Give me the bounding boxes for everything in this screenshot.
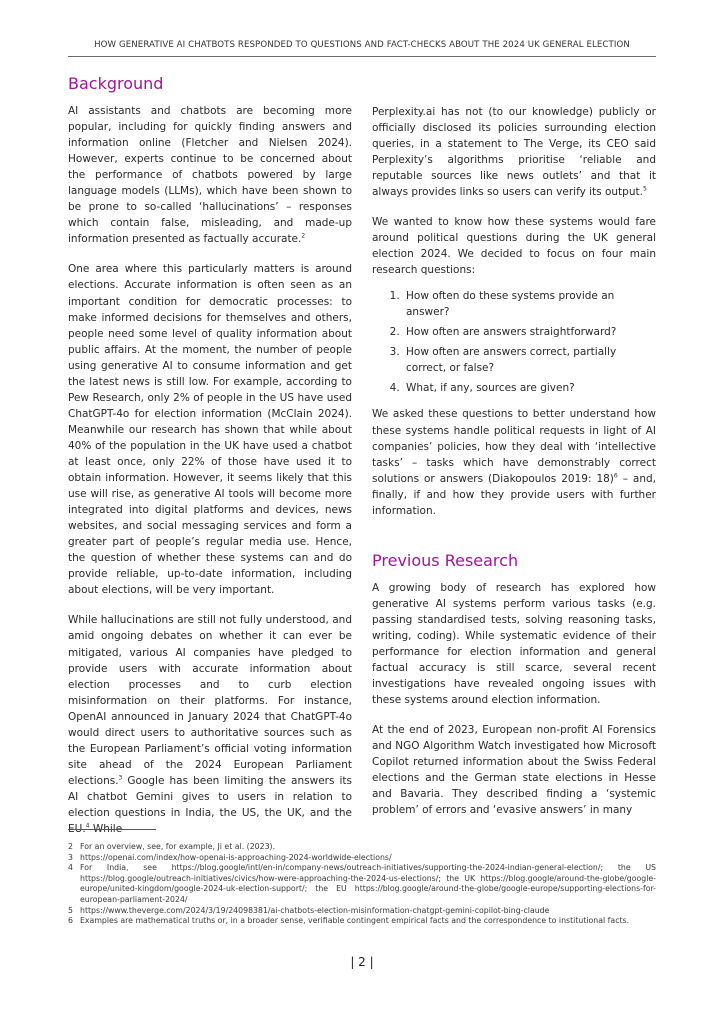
background-paragraph-3-text-b: Google has been limiting the answers its AI chatbot Gemini gives to users in relation to election questions in India, the US, the UK, and the EU. xyxy=(68,774,352,836)
page-number: | 2 | xyxy=(350,955,374,969)
body-columns xyxy=(68,70,656,851)
research-question-2: 2. How often are answers straightforward? xyxy=(403,324,656,340)
background-heading: Background xyxy=(68,74,164,93)
footnotes xyxy=(68,842,656,927)
running-header: HOW GENERATIVE AI CHATBOTS RESPONDED TO QUESTIONS AND FACT-CHECKS ABOUT THE 2024 UK GENERAL ELECTION xyxy=(68,40,656,57)
footnote-link[interactable]: https://openai.com/index/how-openai-is-approaching-2024-worldwide-elections/ xyxy=(80,852,392,862)
footnote-ref-6: 6 xyxy=(613,472,618,480)
footnote-ref-3: 3 xyxy=(118,774,123,782)
footnote-number: 6 xyxy=(68,916,73,926)
footnote-ref-2: 2 xyxy=(301,232,306,240)
footnote-number: 4 xyxy=(68,863,73,873)
footnote xyxy=(68,863,656,905)
footnote xyxy=(68,906,656,917)
background-paragraph-6 xyxy=(372,406,656,518)
footnote xyxy=(68,916,656,927)
footnote-ref-4: 4 xyxy=(85,822,90,830)
left-column xyxy=(68,70,352,851)
right-column xyxy=(372,70,656,851)
research-question-1: 1. How often do these systems provide an answer? xyxy=(403,288,656,320)
footnote-number: 3 xyxy=(68,852,73,862)
footnote-divider xyxy=(68,829,156,830)
background-paragraph-3-text-a: While hallucinations are still not fully understood, and amid ongoing debates on whether it can ever be mitigated, various AI companies have pledged to provide users with accurate information about election processes and to curb election misinformation on their platforms. For instance, OpenAI announced in January 2024 that ChatGPT-4o would direct users to authoritative sources such as the European Parliament’s official voting information site ahead of the 2024 European Parliament elections. xyxy=(68,614,352,787)
research-question-3: 3. How often are answers correct, partially correct, or false? xyxy=(403,344,656,376)
background-paragraph-6-text-a: We asked these questions to better understand how these systems handle political requests in light of AI companies’ policies, how they deal with ‘intellective tasks’ – tasks which have demonstrably correct solutions or answers (Diakopoulos 2019: 18) xyxy=(372,408,656,485)
background-paragraph-4 xyxy=(372,104,656,200)
background-paragraph-1-text: AI assistants and chatbots are becoming more popular, including for quickly finding answers and information online (Fletcher and Nielsen 2024). However, experts continue to be concerned about the performance of chatbots powered by large language models (LLMs), which have been shown to be prone to so-called ‘hallucinations’ – responses which contain false, misleading, and made-up information presented as factually accurate. xyxy=(68,105,352,246)
research-question-4: 4. What, if any, sources are given? xyxy=(403,380,656,396)
research-questions-list xyxy=(372,288,656,396)
footnote xyxy=(68,853,656,864)
background-paragraph-6-text-b: – and, finally, if and how they provide users with further information. xyxy=(372,472,656,517)
footnote-links[interactable]: For India, see https://blog.google/intl/en-in/company-news/outreach-initiatives/supporting-the-2024-indian-general-election/; the US https://blog.google/outreach-initiatives/civics/how-were-approaching-the-2024-us-elections/; the UK https://blog.google/around-the-globe/google-europe/united-kingdom/google-2024-uk-election-support/; the EU https://blog.google/around-the-globe/google-europe/supporting-elections-for-european-parliament-2024/ xyxy=(80,863,656,904)
footnote-number: 2 xyxy=(68,842,73,851)
footnote-text: Examples are mathematical truths or, in a broader sense, verifiable contingent empirical facts and the correspondence to institutional facts. xyxy=(80,916,630,926)
footnote-number: 5 xyxy=(68,905,73,915)
footnote xyxy=(68,842,656,853)
background-paragraph-3-text-c: While xyxy=(89,823,123,836)
background-paragraph-2: One area where this particularly matters is around elections. Accurate information is often seen as an important condition for democratic processes: to make informed decisions for themselves and others, people need some level of quality information about public affairs. At the moment, the number of people using generative AI to consume information and get the latest news is still low. For example, according to Pew Research, only 2% of people in the US have used ChatGPT-4o for election information (McClain 2024). Meanwhile our research has shown that while about 40% of the population in the UK have used a chatbot at least once, only 22% of those have used it to obtain information. However, it seems likely that this use will rise, as generative AI tools will become more integrated into digital platforms and devices, news websites, and social messaging services and form a greater part of people’s regular media use. Hence, the question of whether these systems can and do provide reliable, up-to-date information, including about elections, will be very important. xyxy=(68,263,352,597)
previous-research-heading: Previous Research xyxy=(372,550,519,570)
background-paragraph-3 xyxy=(68,612,352,837)
previous-research-paragraph-2: At the end of 2023, European non-profit AI Forensics and NGO Algorithm Watch investigated how Microsoft Copilot returned information about the Swiss Federal elections and the German state elections in Hesse and Bavaria. They described finding a ‘systemic problem’ of errors and ‘evasive answers’ in many xyxy=(372,724,656,817)
footnote-text: For an overview, see, for example, Ji et al. (2023). xyxy=(80,842,276,851)
previous-research-paragraph-1: A growing body of research has explored how generative AI systems perform various tasks (e.g. passing standardised tests, solving reasoning tasks, writing, coding). While systematic evidence of their performance for election information and general factual accuracy is still scarce, several recent investigations have revealed ongoing issues with these systems around election information. xyxy=(372,581,656,707)
footnote-ref-5: 5 xyxy=(642,185,647,193)
background-paragraph-5: We wanted to know how these systems would fare around political questions during the UK general election 2024. We decided to focus on four main research questions: xyxy=(372,216,656,277)
footnote-link[interactable]: https://www.theverge.com/2024/3/19/24098381/ai-chatbots-election-misinformation-chatgpt-gemini-copilot-bing-claude xyxy=(80,905,550,915)
background-paragraph-1 xyxy=(68,103,352,247)
background-paragraph-4-text: Perplexity.ai has not (to our knowledge) publicly or officially disclosed its policies surrounding election queries, in a statement to The Verge, its CEO said Perplexity’s algorithms prioritise ‘reliable and reputable sources like news outlets’ and that it always provides links so users can verify its output. xyxy=(372,106,656,199)
